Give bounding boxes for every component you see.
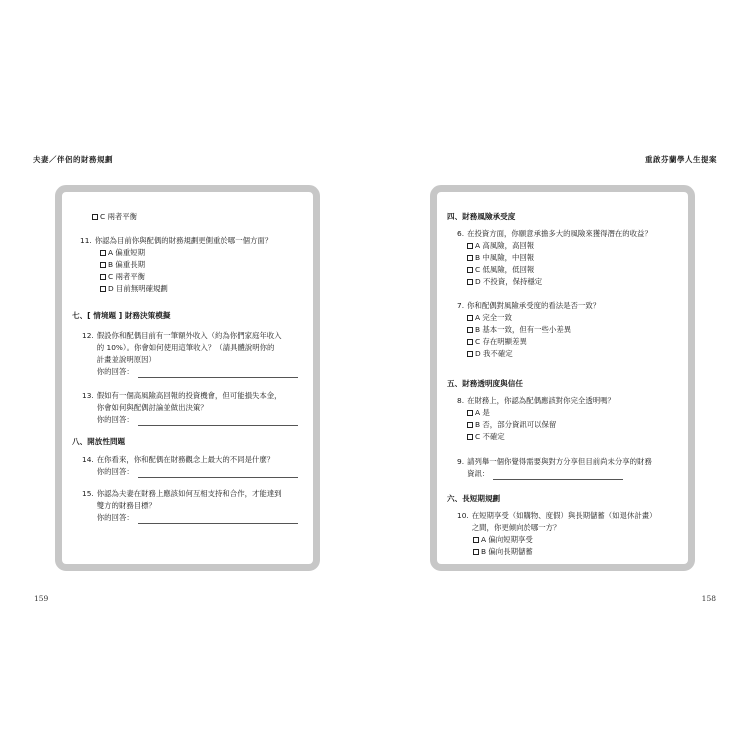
option-item[interactable]: C 兩者平衡 (92, 211, 313, 223)
checkbox-icon[interactable] (100, 262, 106, 268)
answer-field[interactable]: 你的回答： (97, 466, 305, 478)
answer-field[interactable]: 你的回答： (97, 366, 305, 378)
left-running-head: 夫妻／伴侶的財務規劃 (33, 155, 113, 164)
question-11: 11. 你認為目前你與配偶的財務規劃更側重於哪一個方面？ A 偏重短期 B 偏重長期 C 兩者平衡 D 目前無明確規劃 (80, 235, 313, 295)
checkbox-icon[interactable] (467, 243, 473, 249)
section-6-title: 六、長短期規劃 (447, 494, 501, 503)
checkbox-icon[interactable] (467, 351, 473, 357)
checkbox-icon[interactable] (473, 537, 479, 543)
option-item[interactable]: B 中風險，中回報 (467, 252, 682, 264)
option-item[interactable]: D 不投資，保持穩定 (467, 276, 682, 288)
left-page-number: 159 (34, 594, 49, 603)
right-running-head: 重啟芬蘭學人生提案 (645, 155, 717, 164)
checkbox-icon[interactable] (467, 279, 473, 285)
section-5-title: 五、財務透明度與信任 (447, 379, 523, 388)
answer-underline[interactable] (493, 471, 623, 480)
option-item[interactable]: C 存在明顯差異 (467, 336, 682, 348)
section-7-title: 七、[ 情境題 ] 財務決策模擬 (72, 311, 171, 320)
option-item[interactable]: D 我不確定 (467, 348, 682, 360)
answer-underline[interactable] (138, 469, 298, 478)
checkbox-icon[interactable] (467, 410, 473, 416)
checkbox-icon[interactable] (467, 339, 473, 345)
question-10: 10. 在短期享受（如購物、度假）與長期儲蓄（如退休計畫） 之間，你更傾向於哪一方？ A 偏向短期享受 B 偏向長期儲蓄 (457, 510, 682, 558)
checkbox-icon[interactable] (467, 422, 473, 428)
q7-options (467, 312, 682, 360)
question-14: 14. 在你看來，你和配偶在財務觀念上最大的不同是什麼？ 你的回答： (82, 454, 305, 478)
q8-options (467, 407, 682, 443)
answer-underline[interactable] (138, 515, 298, 524)
option-item[interactable]: A 高風險，高回報 (467, 240, 682, 252)
question-12: 12. 假設你和配偶目前有一筆額外收入（約為你們家庭年收入 的 10%）。你會如何使用這筆收入？（請具體說明你的 計畫並說明原因） 你的回答： (82, 330, 305, 378)
question-9: 9. 請列舉一個你覺得需要與對方分享但目前尚未分享的財務 資訊： (457, 456, 682, 480)
option-item[interactable]: B 否，部分資訊可以保留 (467, 419, 682, 431)
option-item[interactable]: D 目前無明確規劃 (100, 283, 313, 295)
question-15: 15. 你認為夫妻在財務上應該如何互相支持和合作，才能達到 雙方的財務目標？ 你的回答： (82, 488, 305, 524)
checkbox-icon[interactable] (100, 286, 106, 292)
answer-underline[interactable] (138, 369, 298, 378)
section-8-title: 八、開放性問題 (72, 437, 126, 446)
option-item[interactable]: A 偏重短期 (100, 247, 313, 259)
checkbox-icon[interactable] (467, 434, 473, 440)
option-item[interactable]: A 偏向短期享受 (473, 534, 682, 546)
checkbox-icon[interactable] (467, 327, 473, 333)
right-questionnaire-panel (430, 185, 695, 571)
answer-field[interactable]: 資訊： (467, 468, 682, 480)
option-item[interactable]: B 基本一致，但有一些小差異 (467, 324, 682, 336)
question-6: 6. 在投資方面，你願意承擔多大的風險來獲得潛在的收益？ A 高風險，高回報 B 中風險，中回報 C 低風險，低回報 D 不投資，保持穩定 (457, 228, 682, 288)
answer-field[interactable]: 你的回答： (97, 512, 305, 524)
answer-field[interactable]: 你的回答： (97, 414, 305, 426)
checkbox-icon[interactable] (467, 267, 473, 273)
q10-options (473, 534, 682, 558)
question-8: 8. 在財務上，你認為配偶應該對你完全透明嗎？ A 是 B 否，部分資訊可以保留 C 不確定 (457, 395, 682, 443)
answer-underline[interactable] (138, 417, 298, 426)
checkbox-icon[interactable] (467, 315, 473, 321)
checkbox-icon[interactable] (473, 549, 479, 555)
option-item[interactable]: B 偏向長期儲蓄 (473, 546, 682, 558)
carry-over-option (92, 211, 313, 223)
right-page-number: 158 (701, 594, 716, 603)
option-item[interactable]: C 低風險，低回報 (467, 264, 682, 276)
checkbox-icon[interactable] (100, 250, 106, 256)
left-questionnaire-panel (55, 185, 320, 571)
option-item[interactable]: A 完全一致 (467, 312, 682, 324)
checkbox-icon[interactable] (100, 274, 106, 280)
option-item[interactable]: B 偏重長期 (100, 259, 313, 271)
section-4-title: 四、財務風險承受度 (447, 212, 516, 221)
checkbox-icon[interactable] (92, 214, 98, 220)
q6-options (467, 240, 682, 288)
question-13: 13. 假如有一個高風險高回報的投資機會，但可能損失本金， 你會如何與配偶討論並做出決策？ 你的回答： (82, 390, 305, 426)
checkbox-icon[interactable] (467, 255, 473, 261)
option-item[interactable]: C 兩者平衡 (100, 271, 313, 283)
q11-options (100, 247, 313, 295)
question-7: 7. 你和配偶對風險承受度的看法是否一致？ A 完全一致 B 基本一致，但有一些小差異 C 存在明顯差異 D 我不確定 (457, 300, 682, 360)
option-item[interactable]: C 不確定 (467, 431, 682, 443)
option-item[interactable]: A 是 (467, 407, 682, 419)
